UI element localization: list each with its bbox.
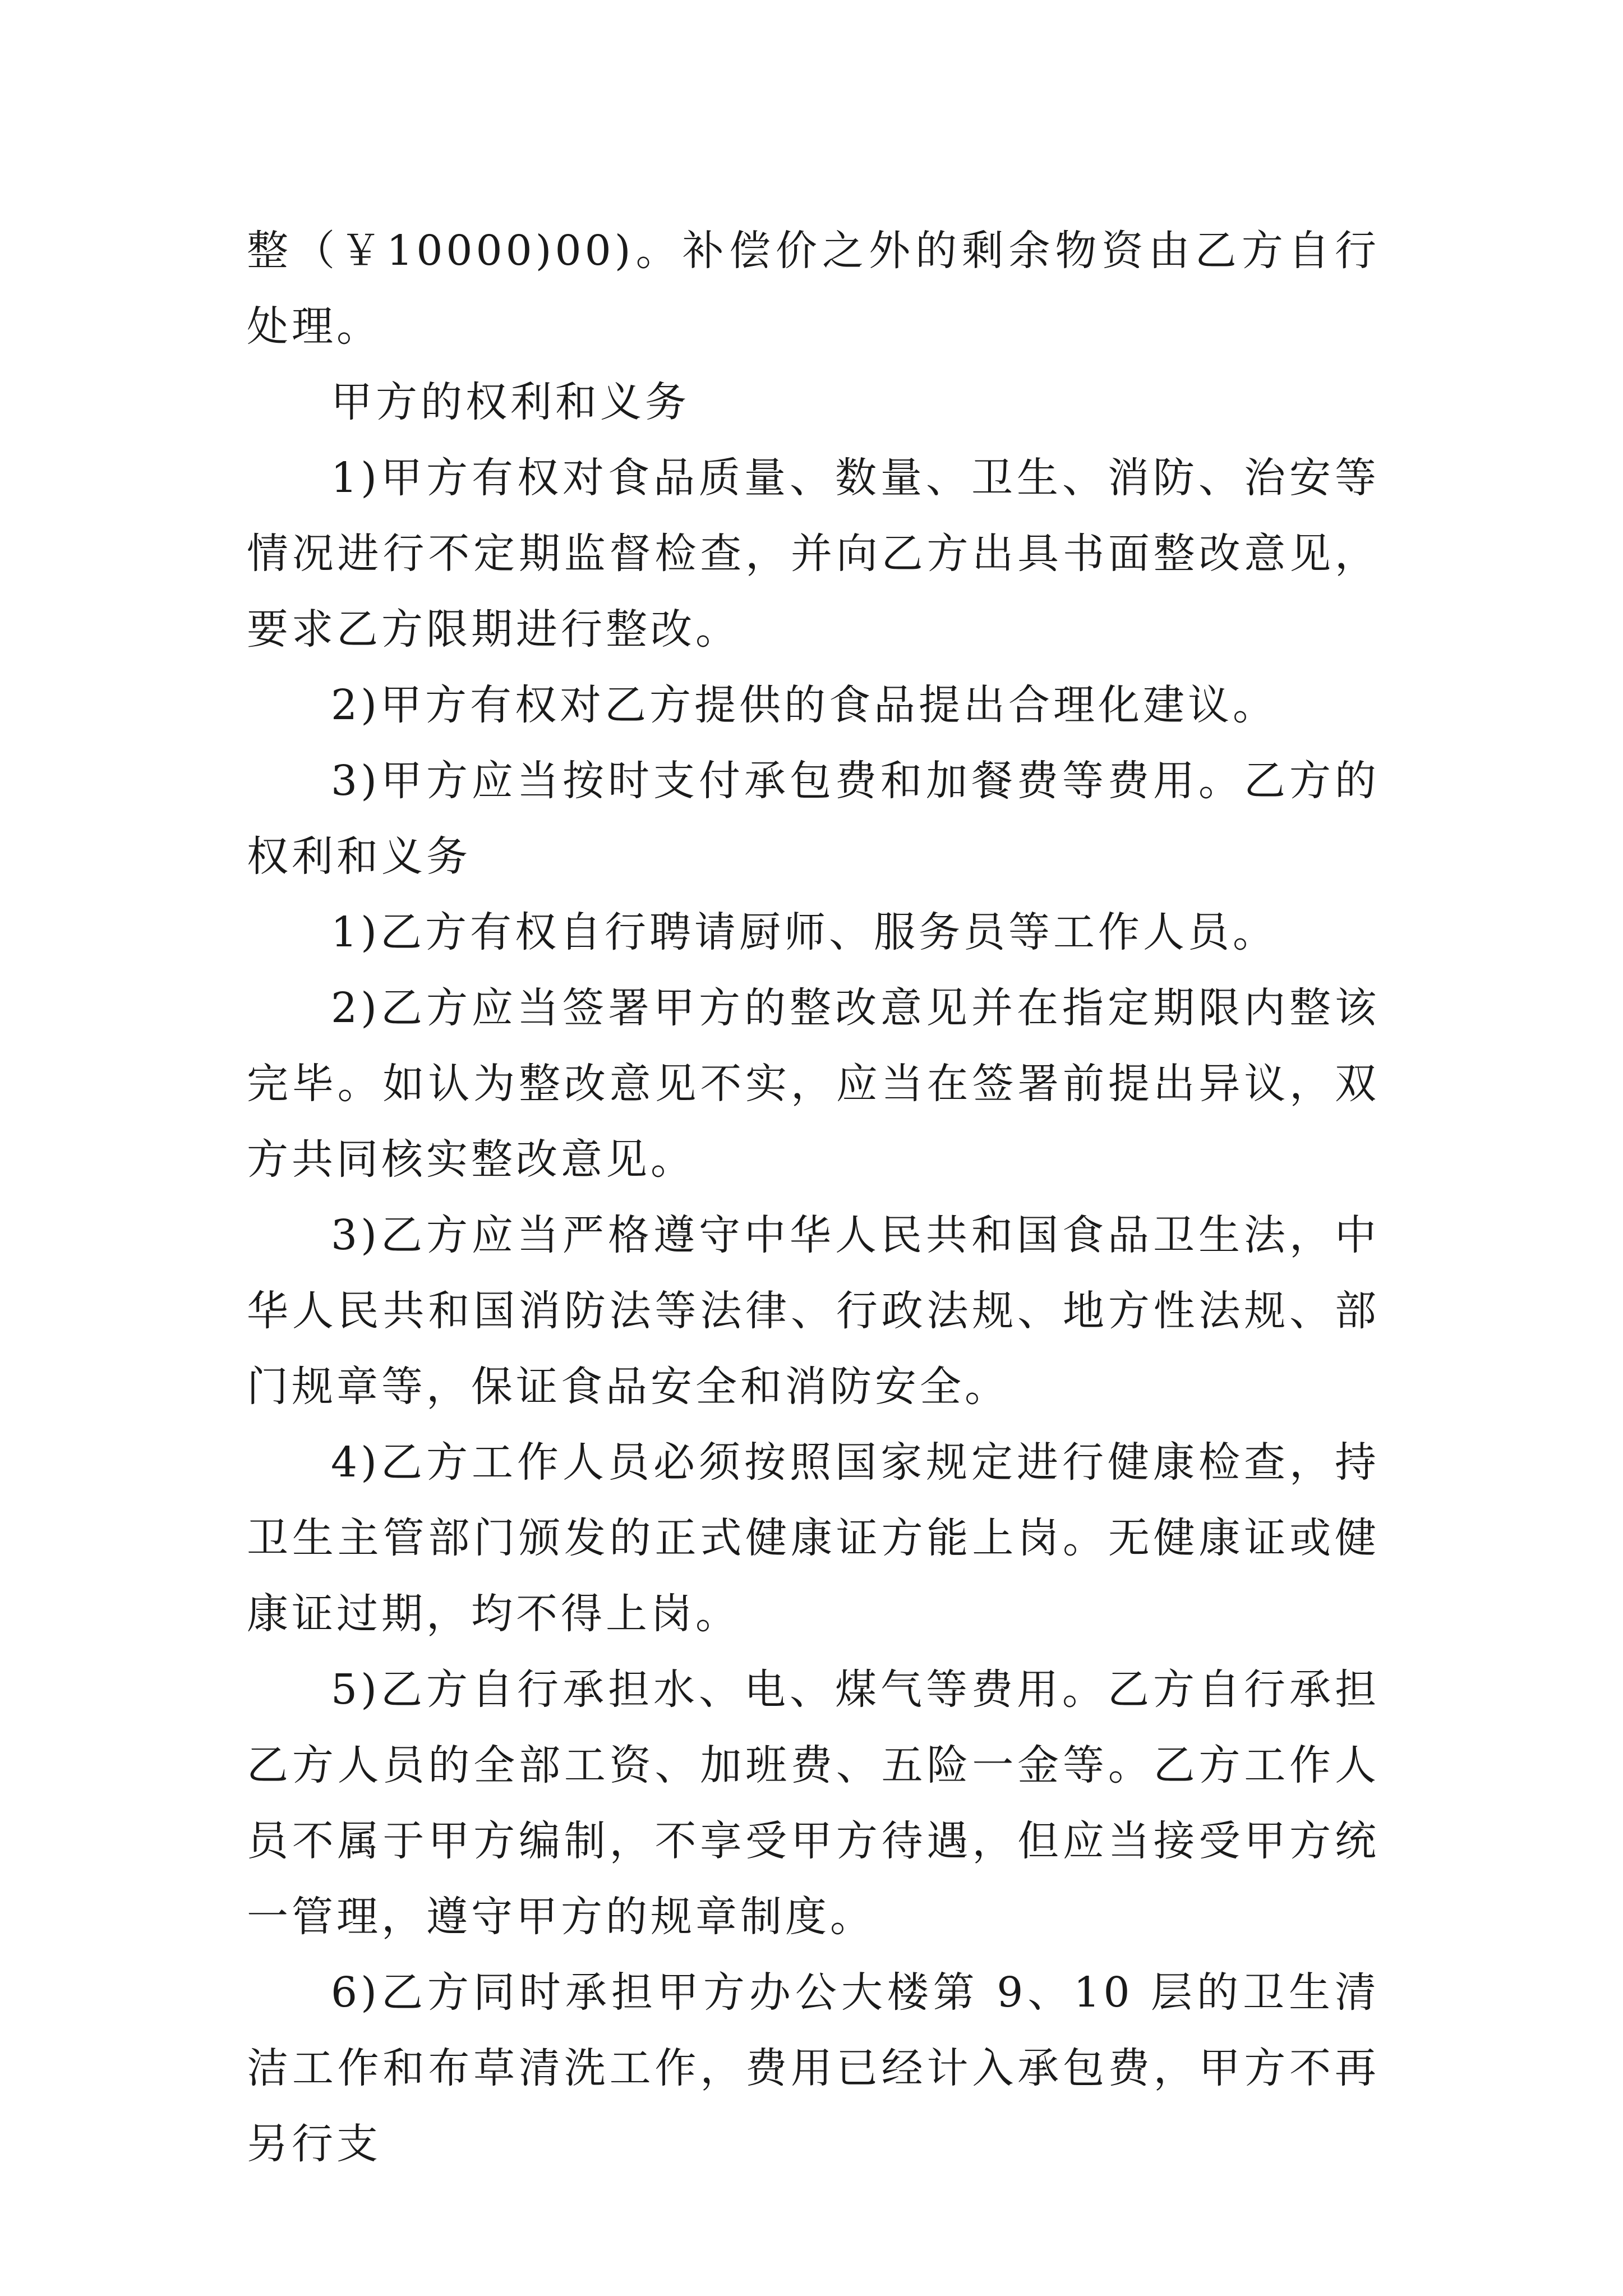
document-body — [247, 213, 1380, 2182]
paragraph-party-b-item-4: 4)乙方工作人员必须按照国家规定进行健康检查，持卫生主管部门颁发的正式健康证方能上岗。无健康证或健康证过期，均不得上岗。 — [247, 1438, 1380, 1638]
heading-party-a-rights: 甲方的权利和义务 — [331, 378, 690, 426]
paragraph-party-a-item-3: 3)甲方应当按时支付承包费和加餐费等费用。乙方的权利和义务 — [247, 757, 1380, 881]
paragraph-party-b-item-5: 5)乙方自行承担水、电、煤气等费用。乙方自行承担乙方人员的全部工资、加班费、五险一金等。乙方工作人员不属于甲方编制，不享受甲方待遇，但应当接受甲方统一管理，遵守甲方的规章制度。 — [247, 1665, 1380, 1941]
paragraph-party-b-item-2: 2)乙方应当签署甲方的整改意见并在指定期限内整该完毕。如认为整改意见不实，应当在签署前提出异议，双方共同核实整改意见。 — [247, 984, 1380, 1184]
paragraph-party-b-item-6: 6)乙方同时承担甲方办公大楼第 9、10 层的卫生清洁工作和布草清洗工作，费用已经计入承包费，甲方不再另行支 — [247, 1968, 1380, 2168]
paragraph-party-b-item-1: 1)乙方有权自行聘请厨师、服务员等工作人员。 — [331, 908, 1278, 956]
paragraph-party-a-item-1: 1)甲方有权对食品质量、数量、卫生、消防、治安等情况进行不定期监督检查，并向乙方出具书面整改意见，要求乙方限期进行整改。 — [247, 454, 1380, 654]
paragraph-party-b-item-3: 3)乙方应当严格遵守中华人民共和国食品卫生法，中华人民共和国消防法等法律、行政法规、地方性法规、部门规章等，保证食品安全和消防安全。 — [247, 1211, 1380, 1411]
paragraph-compensation-tail: 整（￥10000)00)。补偿价之外的剩余物资由乙方自行处理。 — [247, 227, 1380, 351]
paragraph-party-a-item-2: 2)甲方有权对乙方提供的食品提出合理化建议。 — [331, 681, 1278, 729]
